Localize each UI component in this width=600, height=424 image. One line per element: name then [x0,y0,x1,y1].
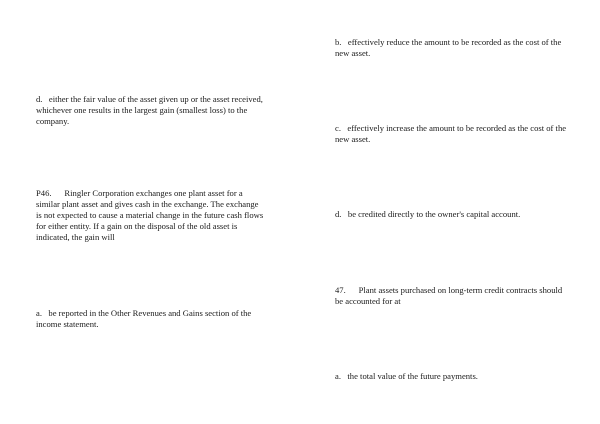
answer-option-a-future-payments [335,371,567,382]
answer-option-b-reduce-cost [335,37,567,59]
option-text: a. be reported in the Other Revenues and Gains section of the income statement. [36,308,254,329]
answer-option-d-fair-value [36,94,266,127]
answer-option-a-other-revenues [36,308,266,330]
question-text: P46. Ringler Corporation exchanges one plant asset for a similar plant asset and gives cash in the exchange. The exchange is not expected to cause a material change in the future cash flows for either entity. If a gain on the disposal of the old asset is indicated, the gain will [36,188,266,242]
option-text: c. effectively increase the amount to be recorded as the cost of the new asset. [335,123,569,144]
question-text: 47. Plant assets purchased on long-term credit contracts should be accounted for at [335,285,565,306]
option-text: d. be credited directly to the owner's capital account. [335,209,521,219]
answer-option-c-increase-cost [335,123,567,145]
option-text: a. the total value of the future payments. [335,371,478,381]
answer-option-d-capital-account [335,209,567,220]
option-text: d. either the fair value of the asset given up or the asset received, whichever one results in the largest gain (smallest loss) to the company. [36,94,266,126]
question-47-plant-assets [335,285,567,307]
option-text: b. effectively reduce the amount to be recorded as the cost of the new asset. [335,37,564,58]
question-p46-ringler [36,188,266,243]
